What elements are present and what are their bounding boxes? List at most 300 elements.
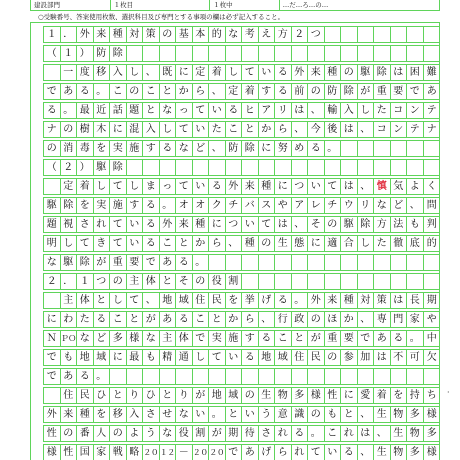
grid-cell: て [110,217,127,232]
grid-cell: 、 [143,293,160,308]
grid-cell: と [110,388,127,403]
grid-cell: （ [44,160,61,175]
grid-cell [259,274,276,289]
grid-cell [176,46,193,61]
grid-cell: 戦 [110,445,127,460]
grid-cell: 努 [275,141,292,156]
grid-cell: れ [292,445,309,460]
grid-cell: れ [94,217,111,232]
grid-cell: 外 [292,65,309,80]
grid-cell: 策 [143,27,160,42]
grid-cell: と [176,236,193,251]
grid-cell: 性 [325,388,342,403]
grid-cell [325,369,342,384]
grid-cell: 定 [226,84,243,99]
grid-cell: を [94,407,111,422]
grid-cell: る [143,198,160,213]
grid-cell: は [292,103,309,118]
grid-cell: い [226,350,243,365]
grid-cell: い [193,179,210,194]
manuscript-row [43,159,440,176]
grid-cell [259,160,276,175]
grid-cell: 後 [325,122,342,137]
grid-cell [407,27,424,42]
grid-cell [341,369,358,384]
grid-cell: 施 [226,331,243,346]
grid-cell: ひ [94,388,111,403]
grid-cell [259,369,276,384]
grid-cell: り [127,388,144,403]
grid-cell: 。 [61,103,78,118]
grid-cell: 挙 [242,293,259,308]
grid-cell: に [308,236,325,251]
grid-cell: つ [292,179,309,194]
grid-cell [341,46,358,61]
grid-cell: な [176,407,193,422]
grid-cell: 定 [193,65,210,80]
grid-cell: て [77,236,94,251]
grid-cell: 毒 [77,141,94,156]
grid-cell: こ [110,312,127,327]
grid-cell [325,274,342,289]
grid-cell: 、 [259,312,276,327]
grid-cell: る [275,84,292,99]
grid-cell: 、 [143,65,160,80]
grid-cell: ２ [44,274,61,289]
grid-cell: る [391,331,408,346]
grid-cell: は [341,179,358,194]
grid-cell: 種 [77,407,94,422]
grid-cell: 本 [193,27,210,42]
grid-cell: コ [374,122,391,137]
grid-cell: 期 [226,426,243,441]
grid-cell: 方 [374,217,391,232]
grid-cell: の [61,122,78,137]
grid-cell: 多 [110,331,127,346]
grid-cell: 駆 [358,65,375,80]
grid-cell: ら [275,445,292,460]
grid-cell [127,369,144,384]
grid-cell: せ [160,407,177,422]
grid-cell: て [242,65,259,80]
grid-cell: は [391,293,408,308]
grid-cell [193,46,210,61]
grid-cell: に [110,122,127,137]
grid-cell: 問 [426,200,437,211]
grid-cell: す [143,141,160,156]
grid-cell: 判 [426,219,437,230]
grid-cell: 方 [275,27,292,42]
grid-cell: て [209,350,226,365]
grid-cell: 除 [61,198,78,213]
grid-cell: し [127,179,144,194]
header-cell: …だ…ろ…の… [282,1,329,9]
grid-cell: 外 [77,27,94,42]
grid-cell: 気 [391,179,408,194]
grid-cell: 物 [391,445,408,460]
grid-cell: 域 [275,350,292,365]
grid-cell [358,255,375,270]
grid-cell: 域 [226,388,243,403]
grid-cell: 外 [226,179,243,194]
grid-cell: 来 [176,217,193,232]
grid-cell: り [176,388,193,403]
grid-cell: 、 [308,103,325,118]
grid-cell: テ [407,122,424,137]
grid-cell: ２ [292,27,309,42]
grid-cell: な [143,331,160,346]
grid-cell: 、 [358,122,375,137]
manuscript-row [43,406,440,423]
grid-cell: 域 [94,350,111,365]
grid-cell: こ [110,84,127,99]
grid-cell: リ [275,103,292,118]
grid-cell: 持 [407,388,424,403]
grid-cell: 民 [77,388,94,403]
grid-cell: こ [325,426,342,441]
grid-cell: て [110,179,127,194]
grid-cell [308,369,325,384]
grid-cell: し [358,103,375,118]
manuscript-row [43,273,440,290]
grid-cell: る [77,369,94,384]
grid-cell: て [176,179,193,194]
grid-cell: 題 [44,217,61,232]
header-cell: １枚目 [111,0,211,10]
grid-cell [358,46,375,61]
grid-cell: 可 [407,350,424,365]
grid-cell [341,255,358,270]
grid-cell [226,369,243,384]
grid-cell: 駆 [44,198,61,213]
grid-cell: 種 [341,293,358,308]
grid-cell: 来 [242,179,259,194]
grid-cell: 種 [259,179,276,194]
grid-cell: が [308,331,325,346]
grid-cell: と [242,122,259,137]
grid-cell [143,369,160,384]
grid-cell [160,160,177,175]
grid-cell: と [160,388,177,403]
grid-cell: こ [275,331,292,346]
grid-cell [358,369,375,384]
grid-cell: ま [143,179,160,194]
grid-cell [308,160,325,175]
grid-cell [424,27,441,42]
grid-cell: と [226,407,243,422]
grid-cell: ひ [143,388,160,403]
grid-cell [275,46,292,61]
grid-cell: か [226,312,243,327]
grid-cell: い [193,122,210,137]
grid-cell [407,274,424,289]
grid-cell: さ [143,407,160,422]
grid-cell: あ [61,84,78,99]
grid-cell: 要 [391,84,408,99]
grid-cell: 消 [61,141,78,156]
grid-cell: る [259,331,276,346]
grid-cell: 要 [127,255,144,270]
grid-cell [374,46,391,61]
grid-cell: 役 [209,274,226,289]
grid-cell: 施 [127,141,144,156]
grid-cell: ナ [426,124,437,135]
grid-cell: の [308,312,325,327]
grid-cell: ウ [341,198,358,213]
grid-cell: 政 [292,312,309,327]
grid-cell: 加 [358,350,375,365]
grid-cell: 合 [341,236,358,251]
grid-cell: 難 [426,67,437,78]
grid-cell: 入 [110,65,127,80]
grid-cell [407,255,424,270]
grid-cell: を [391,388,408,403]
grid-cell: こ [226,122,243,137]
grid-cell: わ [61,312,78,327]
grid-cell: と [160,84,177,99]
grid-cell: も [325,407,342,422]
grid-cell: 的 [209,27,226,42]
grid-cell: つ [226,217,243,232]
grid-cell: と [94,293,111,308]
grid-cell [242,255,259,270]
grid-cell: 度 [77,65,94,80]
grid-cell: ら [193,84,210,99]
grid-cell: 意 [275,407,292,422]
grid-cell: な [226,27,243,42]
grid-cell: ク [209,198,226,213]
grid-cell: 来 [325,293,342,308]
grid-cell: 種 [325,65,342,80]
grid-cell [110,369,127,384]
grid-cell: て [176,122,193,137]
grid-cell: い [242,407,259,422]
grid-cell: オ [176,198,193,213]
grid-cell: 着 [77,179,94,194]
grid-cell: あ [160,312,177,327]
grid-cell: 愛 [358,388,375,403]
grid-cell: っ [160,179,177,194]
grid-cell: 家 [94,445,111,460]
grid-cell: の [308,84,325,99]
grid-cell [209,46,226,61]
grid-cell: 。 [292,293,309,308]
grid-cell: ＰＯ [61,331,78,346]
manuscript-row [43,178,440,195]
grid-cell: な [176,141,193,156]
grid-cell: 、 [407,198,424,213]
grid-cell: で [193,331,210,346]
grid-cell [242,46,259,61]
grid-cell: 民 [308,350,325,365]
grid-cell: の [61,426,78,441]
grid-cell [424,46,441,61]
grid-cell [44,179,61,194]
grid-cell: 体 [143,274,160,289]
grid-cell: 態 [292,236,309,251]
instruction-text: ○受験番号、答案使用枚数、選択科目及び専門とする事項の欄は必ず記入すること。 [38,13,285,21]
grid-cell: ス [259,198,276,213]
grid-cell [391,160,408,175]
grid-cell: 来 [308,65,325,80]
manuscript-row [43,444,440,460]
grid-cell: 対 [127,27,144,42]
grid-cell: 前 [292,84,309,99]
grid-cell: 物 [275,388,292,403]
header-cell: １枚中 [210,0,280,10]
grid-cell: う [143,426,160,441]
grid-cell: に [341,388,358,403]
manuscript-row [43,368,440,385]
grid-cell: ） [77,160,94,175]
grid-cell: 着 [242,84,259,99]
grid-cell: 外 [160,217,177,232]
grid-cell: 外 [44,407,61,422]
grid-cell: で [226,445,243,460]
grid-cell: ど [193,141,210,156]
grid-cell: 入 [127,407,144,422]
grid-cell: 住 [292,350,309,365]
grid-cell: バ [242,198,259,213]
grid-cell: 防 [325,84,342,99]
grid-cell: １ [61,46,78,61]
grid-cell: い [127,217,144,232]
grid-cell [391,27,408,42]
grid-cell: 施 [110,198,127,213]
grid-cell: 、 [292,217,309,232]
grid-cell: 生 [374,445,391,460]
grid-cell: は [358,426,375,441]
grid-cell: る [44,103,61,118]
grid-cell: 最 [127,350,144,365]
grid-cell: る [275,65,292,80]
grid-cell [308,274,325,289]
grid-cell: 除 [341,84,358,99]
grid-cell: に [259,141,276,156]
grid-cell: 欠 [426,352,437,363]
grid-cell: 主 [127,274,144,289]
grid-cell: た [77,312,94,327]
manuscript-row [43,387,440,404]
grid-cell: 要 [341,331,358,346]
grid-cell: の [44,141,61,156]
grid-cell: れ [341,426,358,441]
grid-cell: よ [127,426,144,441]
grid-cell: き [94,236,111,251]
grid-cell [391,141,408,156]
grid-cell [407,141,424,156]
grid-cell: 今 [308,122,325,137]
grid-cell: 多 [407,407,424,422]
grid-cell [226,160,243,175]
grid-cell: ど [94,331,111,346]
grid-cell: っ [176,103,193,118]
grid-cell: こ [143,84,160,99]
grid-cell: 慎 [374,179,391,194]
grid-cell: 性 [61,445,78,460]
grid-cell: て [259,217,276,232]
grid-cell: な [77,331,94,346]
grid-cell [275,369,292,384]
grid-cell: 地 [259,350,276,365]
grid-cell: も [143,350,160,365]
grid-cell: 除 [374,65,391,80]
grid-cell: か [259,122,276,137]
grid-cell: リ [358,198,375,213]
grid-cell: ら [209,236,226,251]
grid-cell: 、 [358,445,375,460]
grid-cell: や [426,314,437,325]
grid-cell: し [61,236,78,251]
grid-cell [358,274,375,289]
grid-cell [127,46,144,61]
grid-cell: 体 [176,331,193,346]
grid-cell [275,160,292,175]
grid-cell: 様 [308,388,325,403]
grid-cell: 長 [407,293,424,308]
grid-cell [341,160,358,175]
grid-cell: テ [426,105,437,116]
grid-cell [176,369,193,384]
manuscript-row [43,102,440,119]
grid-cell: が [193,388,210,403]
grid-cell: 。 [94,84,111,99]
margin-dot: · [447,388,450,397]
grid-cell: め [292,141,309,156]
grid-cell: も [61,350,78,365]
grid-cell [407,46,424,61]
grid-cell: 、 [226,236,243,251]
grid-cell: で [143,255,160,270]
grid-cell [259,46,276,61]
grid-cell [259,255,276,270]
grid-cell: 木 [94,122,111,137]
grid-cell: 多 [426,428,437,439]
grid-cell: 体 [77,293,94,308]
grid-cell: ち [426,390,437,401]
grid-cell: 。 [94,369,111,384]
manuscript-row [43,425,440,442]
grid-cell: 題 [127,103,144,118]
grid-cell: た [374,236,391,251]
grid-cell: 人 [94,426,111,441]
grid-cell: い [242,217,259,232]
grid-cell: た [374,103,391,118]
grid-cell: 番 [77,426,94,441]
grid-cell: あ [426,86,437,97]
grid-cell: か [341,312,358,327]
grid-cell: 移 [110,407,127,422]
grid-cell: に [275,179,292,194]
manuscript-row [43,83,440,100]
grid-cell: ． [61,27,78,42]
grid-cell: が [143,312,160,327]
grid-cell: 駆 [341,217,358,232]
grid-cell: 種 [242,236,259,251]
grid-cell: 生 [391,426,408,441]
grid-cell: さ [77,217,94,232]
grid-cell: 底 [407,236,424,251]
grid-cell: い [193,407,210,422]
grid-cell: る [143,217,160,232]
grid-cell: 除 [110,160,127,175]
manuscript-row [43,254,440,271]
grid-cell [341,274,358,289]
grid-cell [358,141,375,156]
grid-cell: 明 [44,236,61,251]
grid-cell: は [374,350,391,365]
grid-cell: て [193,103,210,118]
